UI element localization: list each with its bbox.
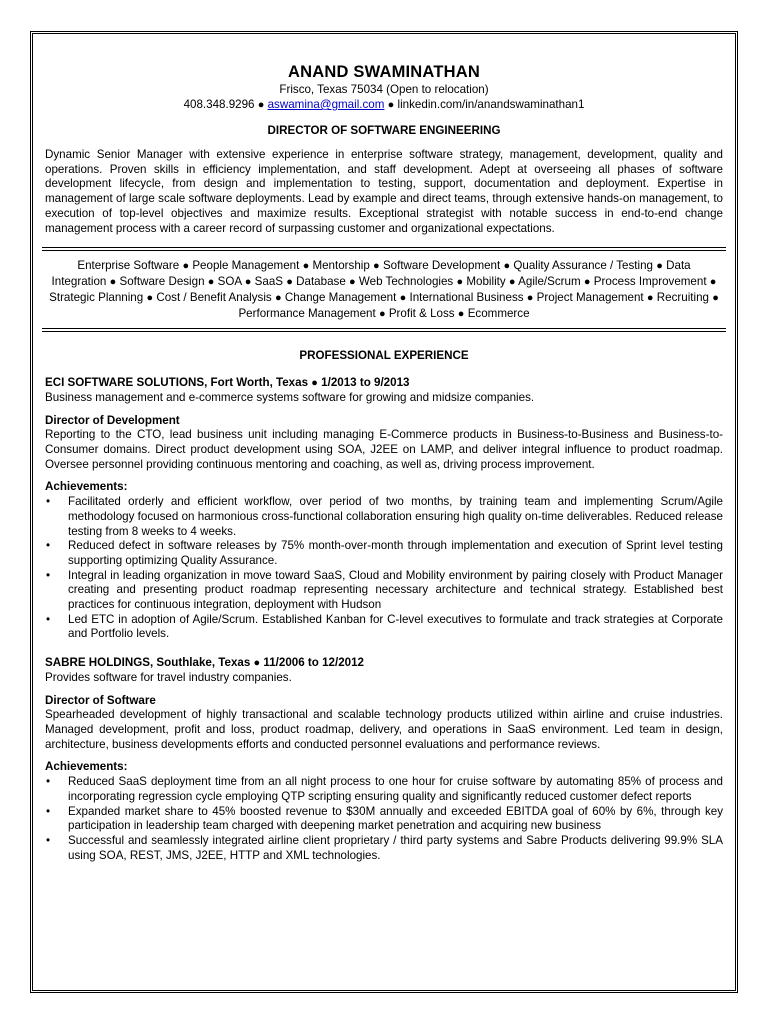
experience-list <box>45 376 723 863</box>
skill-separator: ● <box>526 292 534 305</box>
achievement-item <box>45 613 723 642</box>
separator-dot: ● <box>311 377 318 390</box>
achievements-list <box>45 495 723 642</box>
skill-separator: ● <box>712 292 719 305</box>
skill-item: International Business <box>409 291 524 305</box>
skill-separator: ● <box>207 276 215 289</box>
job-company-description: Provides software for travel industry companies. <box>45 670 292 684</box>
skill-item: SOA <box>217 275 242 289</box>
achievement-text: Facilitated orderly and efficient workflow, over period of two months, by training team and implementing Scrum/Agile methodology focused on harmonious cross-functional collaboration ensuring high quality on-time deliverables. Reduced release testing from 8 weeks to 4 weeks. <box>68 495 723 538</box>
skill-item: Web Technologies <box>358 275 454 289</box>
divider-top <box>42 247 726 251</box>
skill-separator: ● <box>286 276 293 289</box>
achievement-text: Reduced defect in software releases by 75% month-over-month through implementation and execution of Sprint level testing supporting optimizing Quality Assurance. <box>68 539 723 567</box>
phone: 408.348.9296 <box>183 98 255 111</box>
skills-list <box>45 258 723 322</box>
skill-separator: ● <box>456 276 464 289</box>
location: Frisco, Texas 75034 (Open to relocation) <box>279 83 489 96</box>
achievement-text: Led ETC in adoption of Agile/Scrum. Established Kanban for C-level executives to formulate and track strategies at Corporate and Portfolio levels. <box>68 612 723 641</box>
bullet-icon: • <box>46 612 51 626</box>
candidate-name: ANAND SWAMINATHAN <box>288 63 480 81</box>
achievement-item <box>45 775 723 804</box>
job-company-line <box>45 376 723 391</box>
job-role: Director of Software <box>45 693 156 707</box>
job-company-description: Business management and e-commerce systems software for growing and midsize companies. <box>45 390 535 404</box>
skill-item: Recruiting <box>656 291 709 305</box>
skill-item: Mentorship <box>312 259 370 273</box>
bullet-icon: • <box>46 495 51 509</box>
achievement-text: Successful and seamlessly integrated airline client proprietary / third party systems and Sabre Products delivering 99.9% SLA using SOA, REST, JMS, J2EE, HTTP and XML technologies. <box>68 833 723 862</box>
skill-item: Process Improvement <box>593 275 707 289</box>
skill-item: Mobility <box>466 275 506 289</box>
achievements-list <box>45 775 723 863</box>
separator-dot: ● <box>387 99 395 111</box>
achievement-text: Expanded market share to 45% boosted revenue to $30M annually and exceeded EBITDA goal of 60% by 6%, through key participation in leadership team charged with deepening market penetration and acquiring new business <box>68 804 723 833</box>
skill-item: Change Management <box>284 291 397 305</box>
skill-item: Ecommerce <box>467 307 530 321</box>
skill-separator: ● <box>302 260 310 273</box>
bullet-icon: • <box>46 833 51 847</box>
achievement-item <box>45 805 723 834</box>
achievement-item <box>45 539 723 568</box>
separator-dot: ● <box>257 99 265 111</box>
skill-separator: ● <box>182 260 190 273</box>
skill-item: Data Integration <box>51 259 691 289</box>
job-company: SABRE HOLDINGS, Southlake, Texas <box>45 656 251 670</box>
job-dates: 11/2006 to 12/2012 <box>263 656 364 670</box>
headline: DIRECTOR OF SOFTWARE ENGINEERING <box>267 124 501 137</box>
skill-item: Project Management <box>536 291 644 305</box>
email-link[interactable]: aswamina@gmail.com <box>267 98 385 111</box>
job-company: ECI SOFTWARE SOLUTIONS, Fort Worth, Texas <box>45 376 309 390</box>
skill-separator: ● <box>508 276 516 289</box>
skill-separator: ● <box>378 308 386 321</box>
skill-separator: ● <box>503 260 511 273</box>
bullet-icon: • <box>46 775 51 789</box>
job-role: Director of Development <box>45 413 180 427</box>
skill-item: SaaS <box>254 275 284 289</box>
skill-item: Software Development <box>382 259 501 273</box>
skill-separator: ● <box>146 292 154 305</box>
skill-separator: ● <box>646 292 654 305</box>
skill-separator: ● <box>709 276 717 289</box>
separator-dot: ● <box>253 657 261 670</box>
skill-item: Cost / Benefit Analysis <box>156 291 272 305</box>
skill-item: Strategic Planning <box>49 291 144 305</box>
linkedin: linkedin.com/in/anandswaminathan1 <box>397 98 585 111</box>
achievements-heading: Achievements: <box>45 480 128 494</box>
skill-item: Profit & Loss <box>388 307 455 321</box>
achievement-item <box>45 834 723 863</box>
job-company-line <box>45 656 723 671</box>
skill-item: Quality Assurance / Testing <box>513 259 653 273</box>
skill-separator: ● <box>583 276 591 289</box>
contact-line <box>45 97 723 113</box>
skill-separator: ● <box>373 260 380 273</box>
skill-item: Database <box>296 275 346 289</box>
summary: Dynamic Senior Manager with extensive experience in enterprise software strategy, management, development, quality and operations. Proven skills in efficiency implementation, and staff development. Adept at overseeing all phases of software development lifecycle, from design and implementation to testing, support, documentation and deployment. Expertise in management of large scale software deployments. Lead by example and direct teams, through extensive hands-on management, to execution of top-level objectives and maximize results. Exceptional strategist with notable success in end-to-end change management process with a career record of surpassing customer and organizational expectations. <box>45 148 723 235</box>
skill-separator: ● <box>399 292 407 305</box>
job-role-description: Reporting to the CTO, lead business unit including managing E-Commerce products in Business-to-Business and Business-to-Consumer domains. Direct product development using SOA, J2EE on LAMP, and deliver integral influence to product roadmap. Oversee personnel providing continuous mentoring and coaching, as well as, driving process improvement. <box>45 428 723 471</box>
achievement-item <box>45 495 723 539</box>
resume <box>45 62 723 863</box>
skill-separator: ● <box>656 260 663 273</box>
bullet-icon: • <box>46 539 51 553</box>
achievement-text: Reduced SaaS deployment time from an all night process to one hour for cruise software by automating 85% of process and incorporating regression cycle employing QTP scripting ensuring quality and significantly reduced customer defect reports <box>68 775 723 803</box>
skill-separator: ● <box>457 308 465 321</box>
skill-separator: ● <box>274 292 282 305</box>
achievements-heading: Achievements: <box>45 760 128 774</box>
achievement-text: Integral in leading organization in move toward SaaS, Cloud and Mobility environment by pairing closely with Product Manager creating and presenting product roadmap representing necessary architecture and technical strategy. Established best practices for continuous integration, deployment with Hudson <box>68 568 723 612</box>
skill-item: Performance Management <box>238 307 376 321</box>
divider-bottom <box>42 328 726 332</box>
skill-item: People Management <box>192 259 300 273</box>
job-dates: 1/2013 to 9/2013 <box>321 376 410 390</box>
skill-separator: ● <box>109 276 117 289</box>
experience-heading: PROFESSIONAL EXPERIENCE <box>299 349 469 363</box>
bullet-icon: • <box>46 568 51 582</box>
skill-item: Enterprise Software <box>77 259 180 273</box>
job-role-description: Spearheaded development of highly transactional and scalable technology products utilized within airline and cruise industries. Managed development, profit and loss, product roadmap, delivery, and operations in SaaS environment. Led team in design, architecture, business developments efforts and conducted personnel evaluations and performance reviews. <box>45 708 723 751</box>
skill-separator: ● <box>244 276 252 289</box>
skill-item: Agile/Scrum <box>518 275 581 289</box>
skill-item: Software Design <box>119 275 205 289</box>
skill-separator: ● <box>349 276 356 289</box>
bullet-icon: • <box>46 804 51 818</box>
achievement-item <box>45 569 723 613</box>
